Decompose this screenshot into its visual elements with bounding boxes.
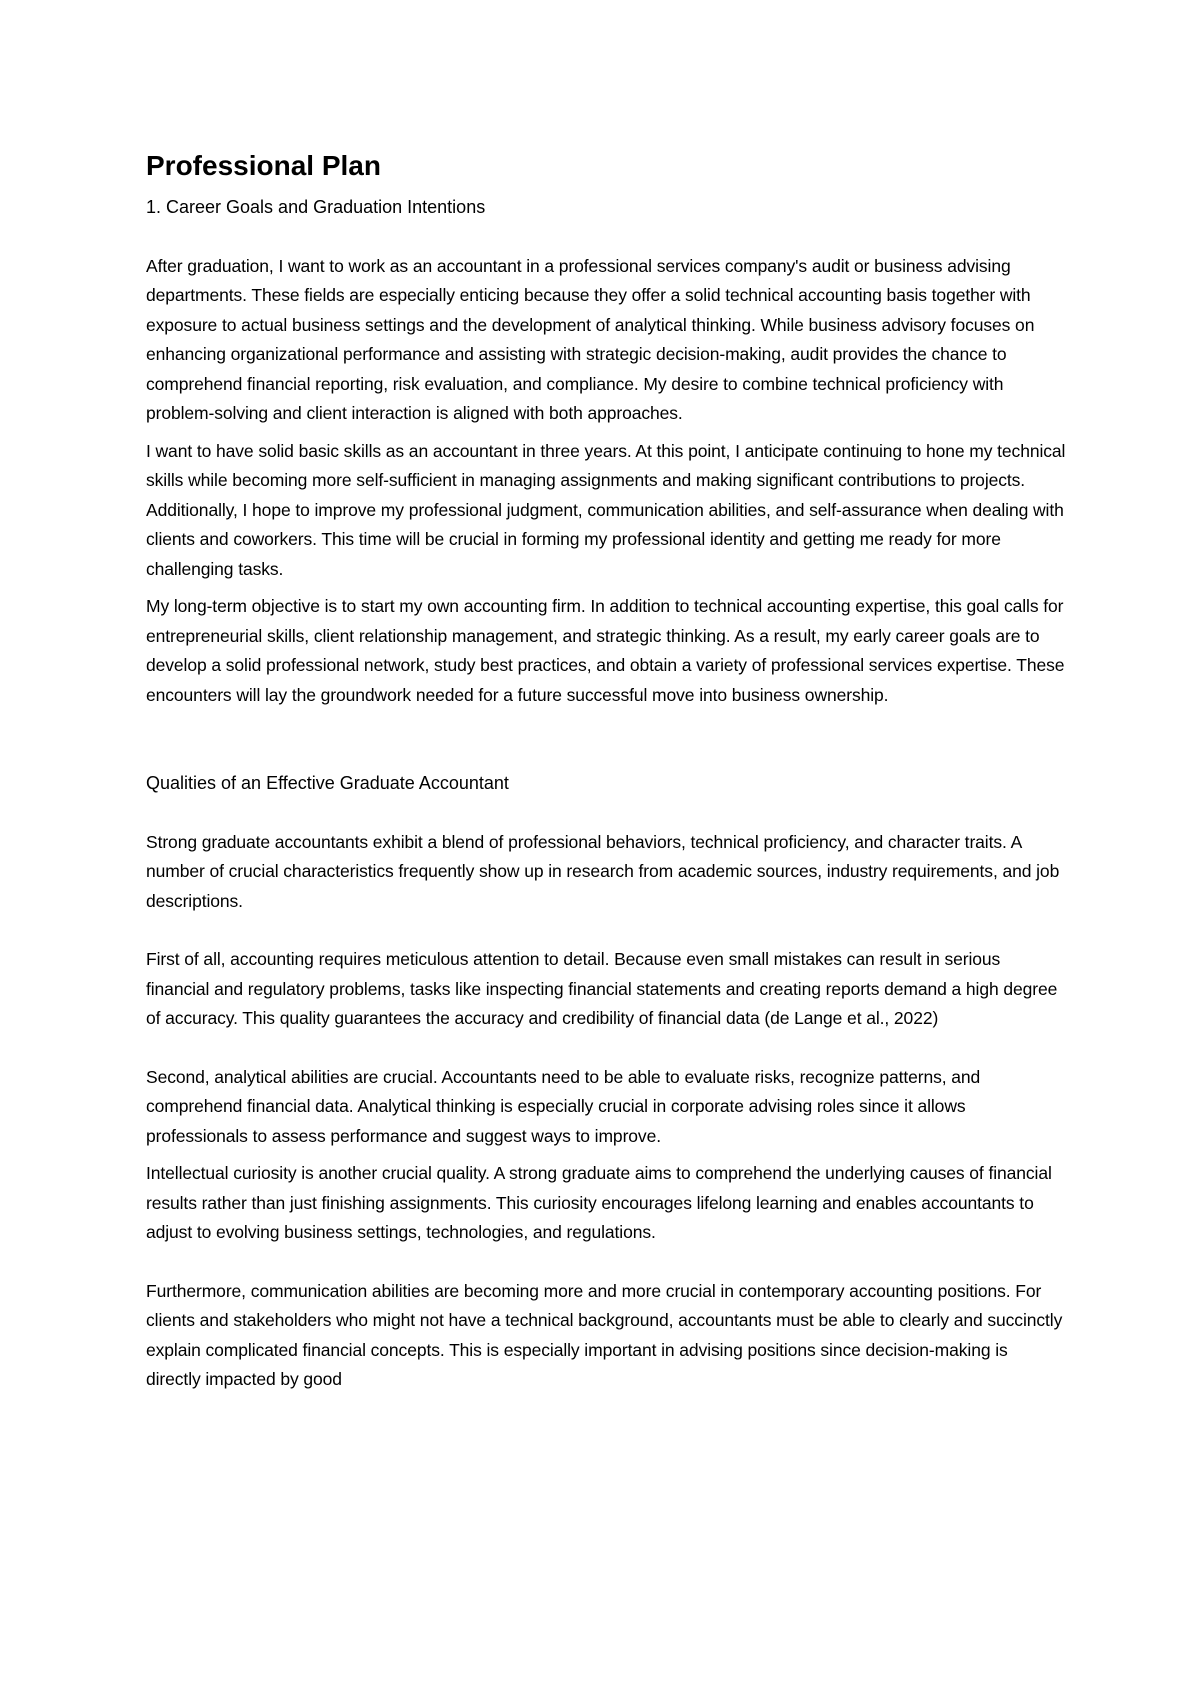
document-title: Professional Plan: [146, 150, 381, 181]
paragraph: Second, analytical abilities are crucial. Accountants need to be able to evaluate risks, recognize patterns, and comprehend financial data. Analytical thinking is especially crucial in corporate advising roles since it allows professionals to assess performance and suggest ways to improve.: [146, 1066, 981, 1146]
section-heading-career-goals: 1. Career Goals and Graduation Intentions: [146, 197, 486, 217]
document-page: [146, 146, 1066, 1395]
paragraph: Furthermore, communication abilities are becoming more and more crucial in contemporary accounting positions. For clients and stakeholders who might not have a technical background, accountants must be able to clearly and succinctly explain complicated financial concepts. This is especially important in advising positions since decision-making is directly impacted by good: [146, 1280, 1063, 1389]
paragraph: Strong graduate accountants exhibit a blend of professional behaviors, technical proficiency, and character traits. A number of crucial characteristics frequently show up in research from academic sources, industry requirements, and job descriptions.: [146, 831, 1060, 911]
paragraph: After graduation, I want to work as an accountant in a professional services company's audit or business advising departments. These fields are especially enticing because they offer a solid technical accounting basis together with exposure to actual business settings and the development of analytical thinking. While business advisory focuses on enhancing organizational performance and assisting with strategic decision-making, audit provides the chance to comprehend financial reporting, risk evaluation, and compliance. My desire to combine technical proficiency with problem-solving and client interaction is aligned with both approaches.: [146, 255, 1035, 423]
section-heading-qualities: Qualities of an Effective Graduate Accountant: [146, 773, 509, 793]
paragraph: First of all, accounting requires meticulous attention to detail. Because even small mistakes can result in serious financial and regulatory problems, tasks like inspecting financial statements and creating reports demand a high degree of accuracy. This quality guarantees the accuracy and credibility of financial data (de Lange et al., 2022): [146, 949, 1058, 1028]
paragraph: Intellectual curiosity is another crucial quality. A strong graduate aims to comprehend the underlying causes of financial results rather than just finishing assignments. This curiosity encourages lifelong learning and enables accountants to adjust to evolving business settings, technologies, and regulations.: [146, 1163, 1052, 1242]
paragraph: I want to have solid basic skills as an accountant in three years. At this point, I anticipate continuing to hone my technical skills while becoming more self-sufficient in managing assignments and making significant contributions to projects. Additionally, I hope to improve my professional judgment, communication abilities, and self-assurance when dealing with clients and coworkers. This time will be crucial in forming my professional identity and getting me ready for more challenging tasks.: [146, 440, 1066, 579]
paragraph: My long-term objective is to start my own accounting firm. In addition to technical accounting expertise, this goal calls for entrepreneurial skills, client relationship management, and strategic thinking. As a result, my early career goals are to develop a solid professional network, study best practices, and obtain a variety of professional services expertise. These encounters will lay the groundwork needed for a future successful move into business ownership.: [146, 596, 1065, 705]
